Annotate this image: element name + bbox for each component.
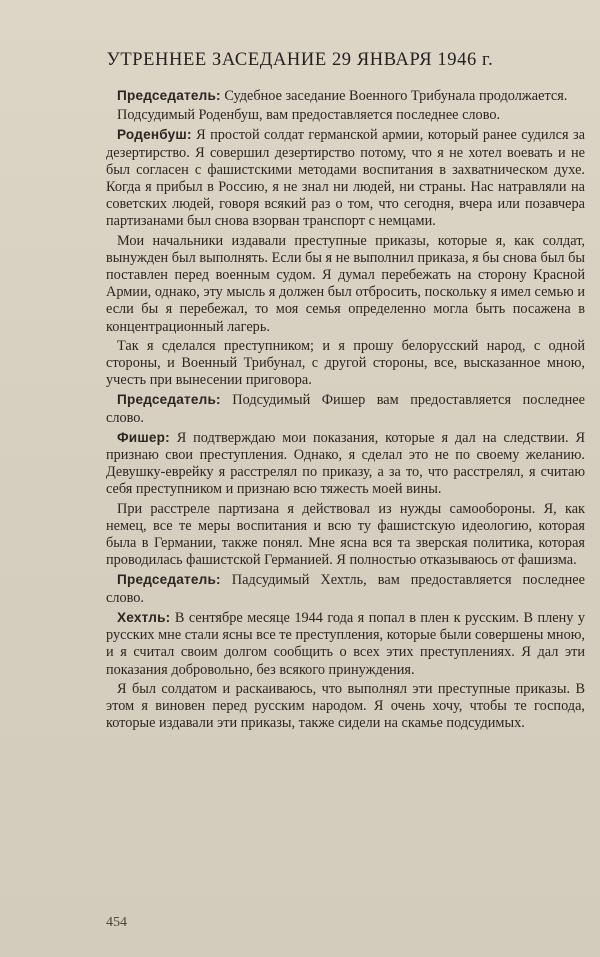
- paragraph-text: Подсудимый Роденбуш, вам предоставляется последнее слово.: [117, 107, 501, 124]
- paragraph-text: Подсудимый Фишер вам предоставляется последнее слово.: [106, 392, 585, 426]
- paragraph-text: Судебное заседание Военного Трибунала продолжается.: [224, 88, 568, 104]
- speaker-label: Председатель:: [117, 88, 221, 103]
- paragraph: [106, 391, 585, 426]
- paragraph-text: При расстреле партизана я действовал из нужды самообороны. Я, как немец, все те меры воспитания и всю ту фашистскую идеологию, которая была в Германии, также понял. Мне ясна вся та зверская политика, которая проводилась фашистской Германией. Я полностью отказываюсь от фашизма.: [106, 500, 585, 569]
- paragraph: [106, 338, 585, 390]
- paragraph-text: Я простой солдат германской армии, который ранее судился за дезертирство. Я совершил дезертирство потому, что я не хотел воевать и не был согласен с фашистскими методами воспитания в захватническом духе. Когда я прибыл в Россию, я не знал ни людей, ни страны. Нас натравляли на советских людей, говоря всякий раз о том, что сегодня, вчера или позавчера партизанами был снова взорван транспорт с немцами.: [106, 127, 585, 230]
- speaker-label: Роденбуш:: [117, 127, 192, 143]
- paragraph: [106, 571, 585, 606]
- speaker-label: Председатель:: [117, 572, 221, 588]
- speaker-label: Хехтль:: [117, 609, 171, 625]
- paragraph-text: Я подтверждаю мои показания, которые я дал на следствии. Я признаю свои преступления. Однако, я сделал это не по своему желанию. Девушку-еврейку я расстрелял по приказу, а за то, что расстрелял, я считаю себя преступником и признаю всю тяжесть моей вины.: [106, 429, 585, 498]
- paragraph: [106, 126, 585, 230]
- page-number: 454: [106, 915, 127, 930]
- paragraph-text: Так я сделался преступником; и я прошу белорусский народ, с одной стороны, и Военный Трибунал, с другой стороны, все, высказанное мною, учесть при вынесении приговора.: [106, 337, 585, 389]
- speaker-label: Председатель:: [117, 392, 221, 408]
- paragraph: [106, 429, 585, 499]
- paragraph: [106, 501, 585, 570]
- page-title: УТРЕННЕЕ ЗАСЕДАНИЕ 29 ЯНВАРЯ 1946 г.: [106, 50, 494, 70]
- transcript-body: [106, 87, 585, 734]
- paragraph: [106, 87, 585, 105]
- paragraph-text: Падсудимый Хехтль, вам предоставляется последнее слово.: [106, 572, 585, 606]
- paragraph: [106, 609, 585, 679]
- paragraph: [106, 233, 585, 336]
- paragraph: [106, 107, 585, 124]
- speaker-label: Фишер:: [117, 429, 170, 445]
- paragraph-text: В сентябре месяце 1944 года я попал в плен к русским. В плену у русских мне стали ясны все те преступления, которые были совершены мною, и я считал своим долгом сообщить о всех этих преступлениях. Я дал эти показания добровольно, без всякого принуждения.: [106, 609, 585, 678]
- paragraph-text: Я был солдатом и раскаиваюсь, что выполнял эти преступные приказы. В этом я виновен перед русским народом. Я очень хочу, чтобы те господа, которые издавали эти приказы, также сидели на скамье подсудимых.: [106, 680, 585, 732]
- paragraph-text: Мои начальники издавали преступные приказы, которые я, как солдат, вынужден был выполнять. Если бы я не выполнил приказа, я бы снова был бы поставлен перед военным судом. Я думал перебежать на сторону Красной Армии, однако, эту мысль я должен был отбросить, поскольку я имел семью и если бы я перебежал, то моя семья определенно могла быть посажена в концентрационный лагерь.: [106, 232, 585, 335]
- paragraph: [106, 681, 585, 733]
